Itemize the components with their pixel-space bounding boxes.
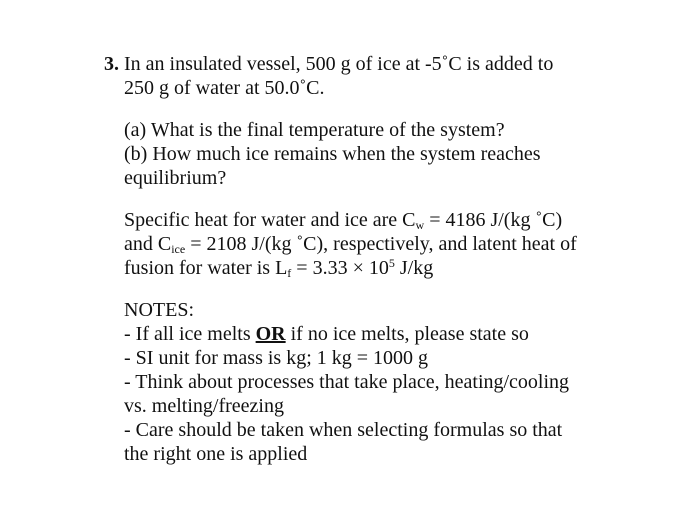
constants-text: and C	[124, 233, 172, 255]
question-stem-line-1	[104, 52, 553, 76]
constants-text: = 3.33 × 10	[291, 257, 389, 279]
subscript-ice: ice	[171, 242, 186, 256]
constants-line-2	[124, 232, 577, 256]
question-stem-line-2: 250 g of water at 50.0˚C.	[124, 77, 325, 99]
question-number: 3.	[104, 53, 119, 75]
constants-text: J/kg	[394, 257, 434, 279]
note-emphasis: OR	[255, 323, 286, 345]
subscript-w: w	[415, 218, 425, 232]
part-b-line-1: (b) How much ice remains when the system reaches	[124, 143, 541, 165]
note-text: - If all ice melts	[124, 323, 256, 345]
note-4-line-2: the right one is applied	[124, 443, 308, 465]
constants-text: Specific heat for water and ice are C	[124, 209, 416, 231]
question-stem-text: In an insulated vessel, 500 g of ice at -5˚C is added to	[119, 53, 554, 75]
note-3-line-2: vs. melting/freezing	[124, 395, 284, 417]
superscript-5: 5	[388, 256, 395, 270]
constants-line-1	[124, 208, 562, 232]
subscript-f: f	[287, 266, 292, 280]
part-a: (a) What is the final temperature of the system?	[124, 119, 505, 141]
note-4-line-1: - Care should be taken when selecting formulas so that	[124, 419, 563, 441]
part-b-line-2: equilibrium?	[124, 167, 227, 189]
constants-text: = 4186 J/(kg ˚C)	[424, 209, 563, 231]
note-1	[124, 322, 529, 346]
note-2: - SI unit for mass is kg; 1 kg = 1000 g	[124, 347, 429, 369]
constants-line-3	[124, 256, 433, 280]
note-text: if no ice melts, please state so	[285, 323, 529, 345]
note-3-line-1: - Think about processes that take place, heating/cooling	[124, 371, 570, 393]
constants-text: fusion for water is L	[124, 257, 288, 279]
notes-heading: NOTES:	[124, 299, 194, 321]
constants-text: = 2108 J/(kg ˚C), respectively, and latent heat of	[185, 233, 577, 255]
